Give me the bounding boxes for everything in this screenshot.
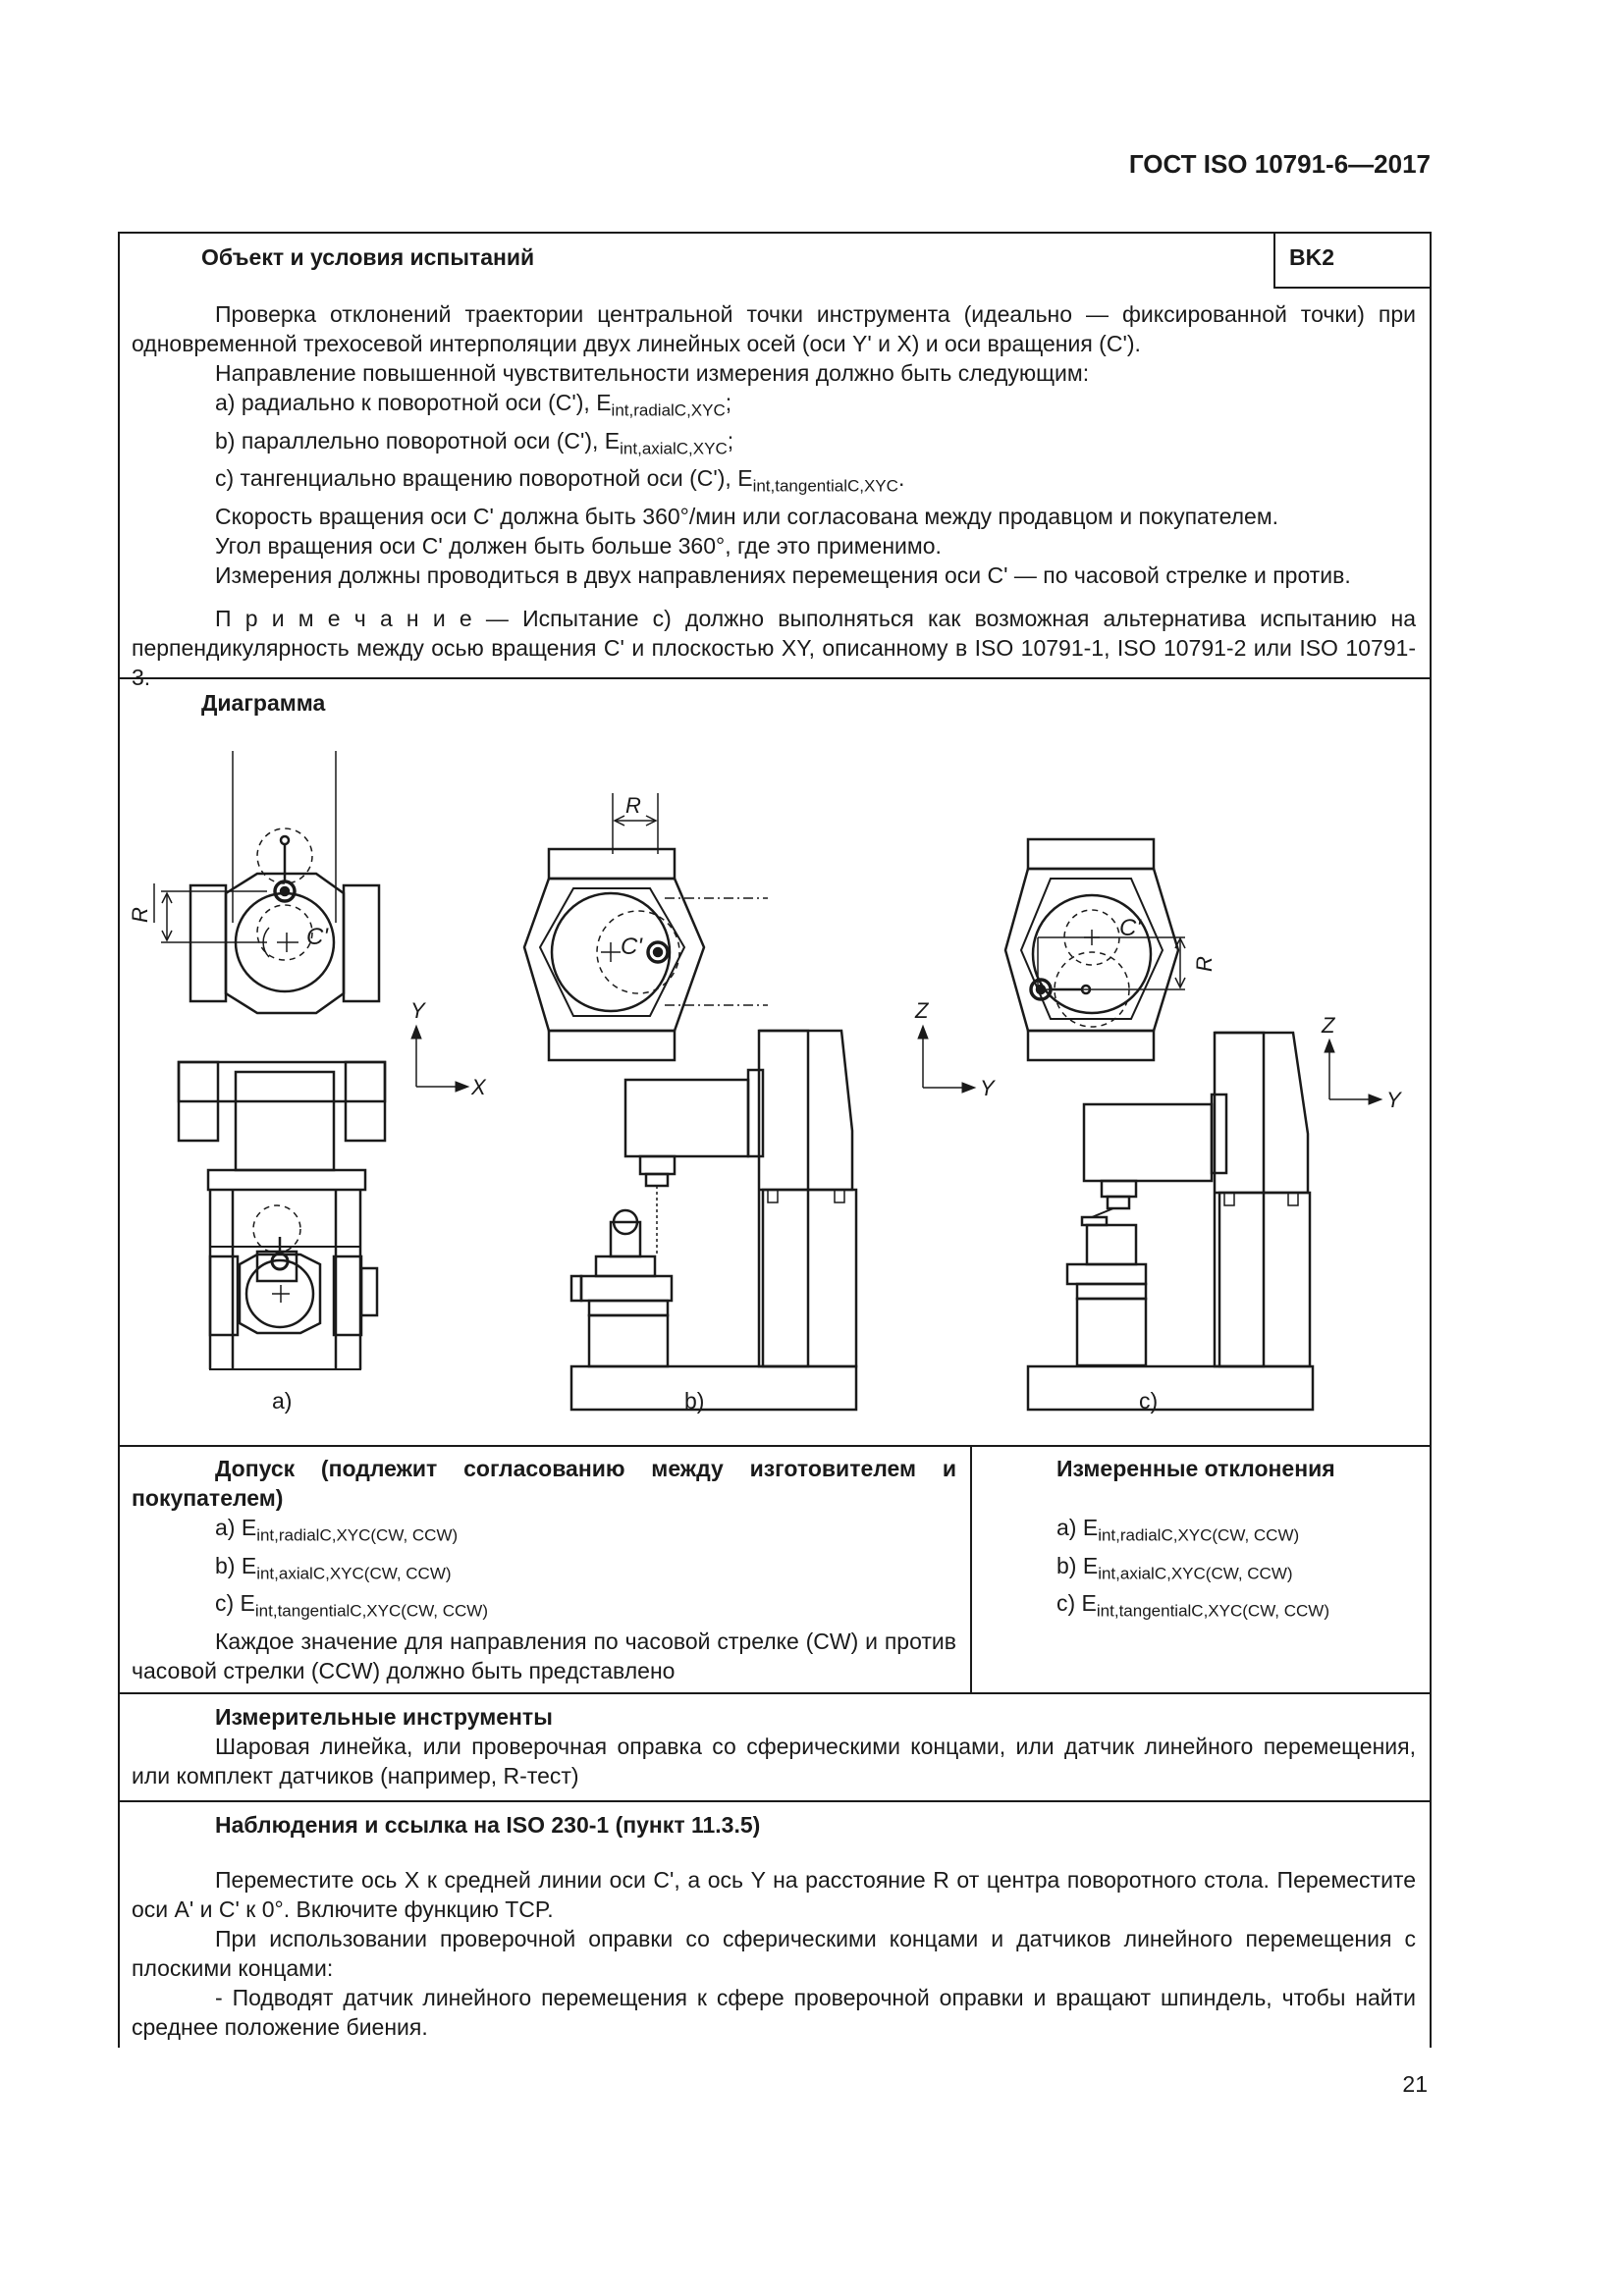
label-Z-c2: Z	[1322, 1013, 1335, 1038]
document-header: ГОСТ ISO 10791-6—2017	[1128, 149, 1431, 179]
measured-cell	[1056, 1454, 1420, 1627]
instruments-cell	[132, 1702, 1416, 1790]
observations-cell	[132, 1810, 1416, 2042]
item-c: c) тангенциально вращению поворотной оси (C'), $E_{int,tangentialC,XYC}$.	[215, 465, 905, 496]
diagram-b	[524, 793, 856, 1410]
divider-tol	[970, 1445, 972, 1693]
page-number: 21	[1402, 2071, 1428, 2097]
observations-title: Наблюдения и ссылка на ISO 230-1 (пункт 11.3.5)	[215, 1812, 761, 1838]
observations-p3: - Подводят датчик линейного перемещения к сфере проверочной оправки и вращают шпиндель, чтобы найти среднее положение биения.	[132, 1985, 1416, 2040]
item-a: a) радиально к поворотной оси (C'), $E_{int,radialC,XYC}$;	[215, 390, 732, 420]
object-title: Объект и условия испытаний	[201, 244, 535, 270]
label-Z-c1: Z	[915, 998, 929, 1023]
item-b: b) параллельно поворотной оси (C'), $E_{int,axialC,XYC}$;	[215, 427, 734, 458]
object-body	[132, 299, 1416, 692]
instruments-text: Шаровая линейка, или проверочная оправка со сферическими концами, или датчик линейного перемещения, или комплект датчиков (например, R-тест)	[132, 1734, 1416, 1789]
tolerance-b: b) $E_{int,axialC,XYC(CW, CCW)}$	[215, 1552, 452, 1583]
label-R-c: R	[1192, 956, 1217, 972]
observations-p2: При использовании проверочной оправки со сферическими концами и датчиков линейного перемещения с плоскими концами:	[132, 1926, 1416, 1981]
diagram-title: Диаграмма	[201, 690, 326, 716]
tolerance-a: a) $E_{int,radialC,XYC(CW, CCW)}$	[215, 1515, 459, 1545]
diagram-figure	[120, 726, 1428, 1443]
caption-b: b)	[684, 1388, 705, 1414]
diagram-a	[128, 751, 487, 1369]
code-cell-divider	[1273, 232, 1275, 289]
tolerance-cell	[132, 1454, 956, 1685]
divider-4	[118, 1800, 1432, 1802]
test-code: BK2	[1289, 244, 1335, 270]
object-p4: Угол вращения оси C' должен быть больше 360°, где это применимо.	[215, 532, 942, 559]
label-X-a: X	[471, 1075, 486, 1099]
tolerance-c: c) $E_{int,tangentialC,XYC(CW, CCW)}$	[215, 1590, 489, 1621]
object-note: П р и м е ч а н и е — Испытание c) должно выполняться как возможная альтернатива испытанию на перпендикулярность между осью вращения C' и плоскостью XY, описанному в ISO 10791-1, ISO 10791-2 или ISO 10791-3.	[132, 605, 1416, 690]
label-C-b: C'	[621, 934, 642, 960]
instruments-title: Измерительные инструменты	[215, 1704, 553, 1730]
label-C-c: C'	[1119, 915, 1141, 941]
measured-title: Измеренные отклонения	[1056, 1456, 1335, 1481]
object-p5: Измерения должны проводиться в двух направлениях перемещения оси C' — по часовой стрелке и против.	[215, 561, 1351, 588]
tolerance-title: Допуск (подлежит согласованию между изготовителем и покупателем)	[132, 1456, 956, 1511]
label-Y-a: Y	[410, 998, 425, 1023]
tolerance-note: Каждое значение для направления по часовой стрелке (CW) и против часовой стрелки (CCW) должно быть представлено	[132, 1628, 956, 1683]
label-Y-c2: Y	[1386, 1088, 1401, 1112]
measured-a: a) $E_{int,radialC,XYC(CW, CCW)}$	[1056, 1515, 1300, 1545]
code-cell-bottom	[1273, 287, 1432, 289]
label-R-a: R	[128, 907, 152, 923]
observations-p1: Переместите ось X к средней линии оси C', а ось Y на расстояние R от центра поворотного стола. Переместите оси A' и C' к 0°. Включите функцию TCP.	[132, 1867, 1416, 1922]
measured-b: b) $E_{int,axialC,XYC(CW, CCW)}$	[1056, 1552, 1293, 1583]
label-C-a: C'	[306, 924, 328, 950]
label-Y-c1: Y	[980, 1076, 995, 1100]
measured-c: c) $E_{int,tangentialC,XYC(CW, CCW)}$	[1056, 1590, 1330, 1621]
frame-right	[1430, 232, 1432, 2048]
diagram-c	[914, 839, 1402, 1410]
caption-c: c)	[1139, 1388, 1159, 1414]
object-p2: Направление повышенной чувствительности измерения должно быть следующим:	[215, 360, 1090, 386]
divider-2	[118, 1445, 1432, 1447]
object-p3: Скорость вращения оси C' должна быть 360°/мин или согласована между продавцом и покупателем.	[215, 503, 1279, 529]
caption-a: a)	[272, 1388, 293, 1414]
label-R-b: R	[625, 793, 641, 818]
object-p1: Проверка отклонений траектории центральной точки инструмента (идеально — фиксированной точки) при одновременной трехосевой интерполяции двух линейных осей (оси Y' и X) и оси вращения (C').	[132, 301, 1416, 356]
frame-top	[118, 232, 1432, 234]
divider-3	[118, 1692, 1432, 1694]
